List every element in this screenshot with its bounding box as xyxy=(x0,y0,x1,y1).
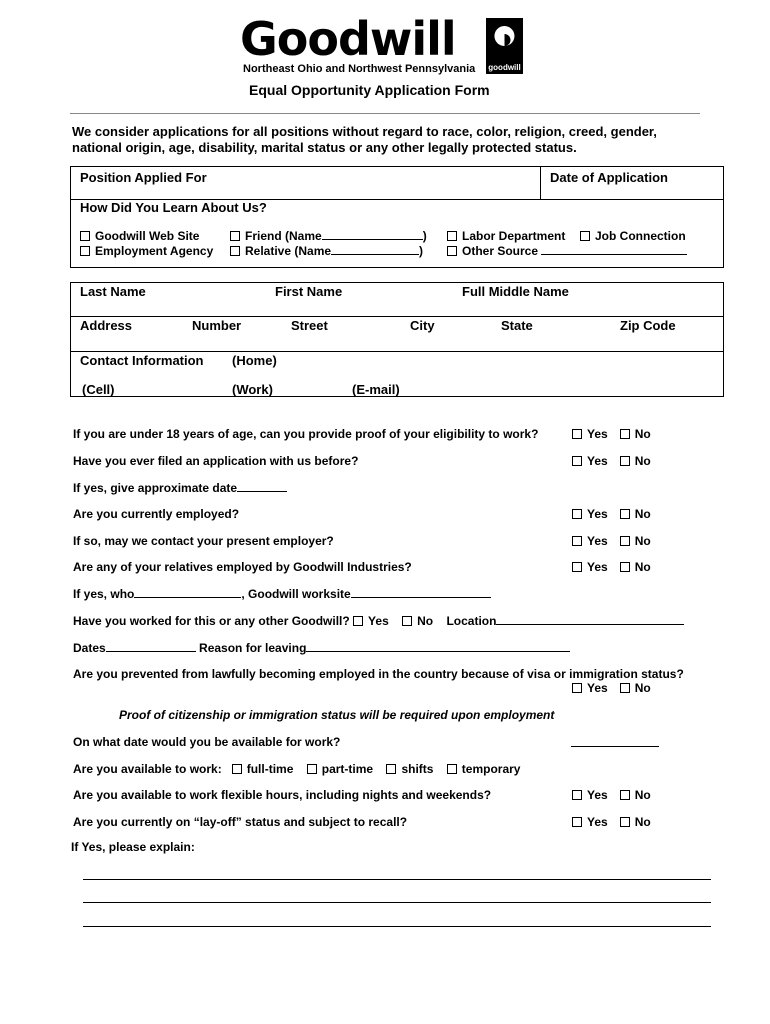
email-label[interactable]: (E-mail) xyxy=(352,382,400,397)
position-applied-label[interactable]: Position Applied For xyxy=(80,170,207,185)
checkbox[interactable] xyxy=(80,246,90,256)
question-approx-date[interactable]: If yes, give approximate date xyxy=(73,481,287,495)
question-prevented: Are you prevented from lawfully becoming employed in the country because of visa or immigration status? xyxy=(73,667,684,681)
yes-no-contact-employer[interactable]: Yes No xyxy=(572,534,651,548)
checkbox[interactable] xyxy=(386,764,396,774)
logo-wordmark: Goodwill xyxy=(240,12,456,66)
option-employment-agency[interactable]: Employment Agency xyxy=(80,244,213,258)
question-who-worksite[interactable]: If yes, who , Goodwill worksite xyxy=(73,587,491,601)
personal-info-box xyxy=(70,282,724,397)
intro-text: We consider applications for all positions without regard to race, color, religion, creed, gender, national origin, age, disability, marital status or any other legally protected status. xyxy=(72,124,657,155)
question-available-date: On what date would you be available for work? xyxy=(73,735,341,749)
checkbox[interactable] xyxy=(307,764,317,774)
checkbox[interactable] xyxy=(572,683,582,693)
cell-phone-label[interactable]: (Cell) xyxy=(82,382,115,397)
question-relatives: Are any of your relatives employed by Goodwill Industries? xyxy=(73,560,412,574)
yes-no-under-18[interactable]: Yes No xyxy=(572,427,651,441)
checkbox[interactable] xyxy=(620,456,630,466)
available-date-line[interactable] xyxy=(571,746,659,747)
middle-name-label[interactable]: Full Middle Name xyxy=(462,284,569,299)
date-of-application-label[interactable]: Date of Application xyxy=(550,170,668,185)
checkbox[interactable] xyxy=(572,790,582,800)
question-contact-employer: If so, may we contact your present employer? xyxy=(73,534,334,548)
checkbox[interactable] xyxy=(572,509,582,519)
option-relative[interactable]: Relative (Name ) xyxy=(230,244,423,258)
home-phone-label[interactable]: (Home) xyxy=(232,353,277,368)
name-divider xyxy=(70,316,724,317)
yes-no-relatives[interactable]: Yes No xyxy=(572,560,651,574)
checkbox[interactable] xyxy=(572,429,582,439)
question-explain: If Yes, please explain: xyxy=(71,840,195,854)
yes-no-currently-employed[interactable]: Yes No xyxy=(572,507,651,521)
yes-no-flexible-hours[interactable]: Yes No xyxy=(572,788,651,802)
address-label: Address xyxy=(80,318,133,333)
checkbox[interactable] xyxy=(402,616,412,626)
goodwill-logo-icon xyxy=(486,18,523,74)
checkbox[interactable] xyxy=(230,231,240,241)
yes-no-layoff[interactable]: Yes No xyxy=(572,815,651,829)
option-friend[interactable]: Friend (Name ) xyxy=(230,229,427,243)
work-phone-label[interactable]: (Work) xyxy=(232,382,273,397)
yes-no-prevented[interactable]: Yes No xyxy=(572,681,651,695)
checkbox[interactable] xyxy=(447,231,457,241)
question-filed-before: Have you ever filed an application with us before? xyxy=(73,454,359,468)
checkbox[interactable] xyxy=(572,817,582,827)
checkbox[interactable] xyxy=(232,764,242,774)
option-goodwill-web[interactable]: Goodwill Web Site xyxy=(80,229,199,243)
logo-small-text: goodwill xyxy=(488,63,521,72)
form-title: Equal Opportunity Application Form xyxy=(249,82,490,98)
zip-code-label[interactable]: Zip Code xyxy=(620,318,676,333)
option-labor-department[interactable]: Labor Department xyxy=(447,229,565,243)
checkbox[interactable] xyxy=(447,764,457,774)
checkbox[interactable] xyxy=(580,231,590,241)
checkbox[interactable] xyxy=(620,536,630,546)
question-under-18: If you are under 18 years of age, can you provide proof of your eligibility to work? xyxy=(73,427,539,441)
checkbox[interactable] xyxy=(620,790,630,800)
title-divider xyxy=(70,113,700,114)
question-flexible-hours: Are you available to work flexible hours, including nights and weekends? xyxy=(73,788,492,802)
checkbox[interactable] xyxy=(230,246,240,256)
city-label[interactable]: City xyxy=(410,318,435,333)
logo-subtitle: Northeast Ohio and Northwest Pennsylvania xyxy=(243,63,476,75)
checkbox[interactable] xyxy=(620,429,630,439)
question-worked-other[interactable]: Have you worked for this or any other Goodwill? Yes No Location xyxy=(73,614,684,628)
position-vdivider xyxy=(540,166,541,200)
checkbox[interactable] xyxy=(620,817,630,827)
street-label[interactable]: Street xyxy=(291,318,328,333)
explain-line-3[interactable] xyxy=(83,926,711,927)
question-available-to[interactable]: Are you available to work: full-time part-time shifts temporary xyxy=(73,762,521,776)
last-name-label[interactable]: Last Name xyxy=(80,284,146,299)
checkbox[interactable] xyxy=(572,456,582,466)
first-name-label[interactable]: First Name xyxy=(275,284,343,299)
number-label[interactable]: Number xyxy=(192,318,242,333)
checkbox[interactable] xyxy=(353,616,363,626)
checkbox[interactable] xyxy=(80,231,90,241)
state-label[interactable]: State xyxy=(501,318,533,333)
checkbox[interactable] xyxy=(572,536,582,546)
checkbox[interactable] xyxy=(620,509,630,519)
explain-line-2[interactable] xyxy=(83,902,711,903)
option-job-connection[interactable]: Job Connection xyxy=(580,229,686,243)
explain-line-1[interactable] xyxy=(83,879,711,880)
question-layoff: Are you currently on “lay-off” status and subject to recall? xyxy=(73,815,408,829)
option-other-source[interactable]: Other Source xyxy=(447,244,687,258)
contact-info-label: Contact Information xyxy=(80,353,204,368)
proof-note: Proof of citizenship or immigration status will be required upon employment xyxy=(119,708,555,722)
checkbox[interactable] xyxy=(572,562,582,572)
checkbox[interactable] xyxy=(620,683,630,693)
address-divider xyxy=(70,351,724,352)
checkbox[interactable] xyxy=(447,246,457,256)
yes-no-filed-before[interactable]: Yes No xyxy=(572,454,651,468)
learn-about-label: How Did You Learn About Us? xyxy=(80,200,267,215)
question-dates-reason[interactable]: Dates Reason for leaving xyxy=(73,641,570,655)
checkbox[interactable] xyxy=(620,562,630,572)
question-currently-employed: Are you currently employed? xyxy=(73,507,240,521)
